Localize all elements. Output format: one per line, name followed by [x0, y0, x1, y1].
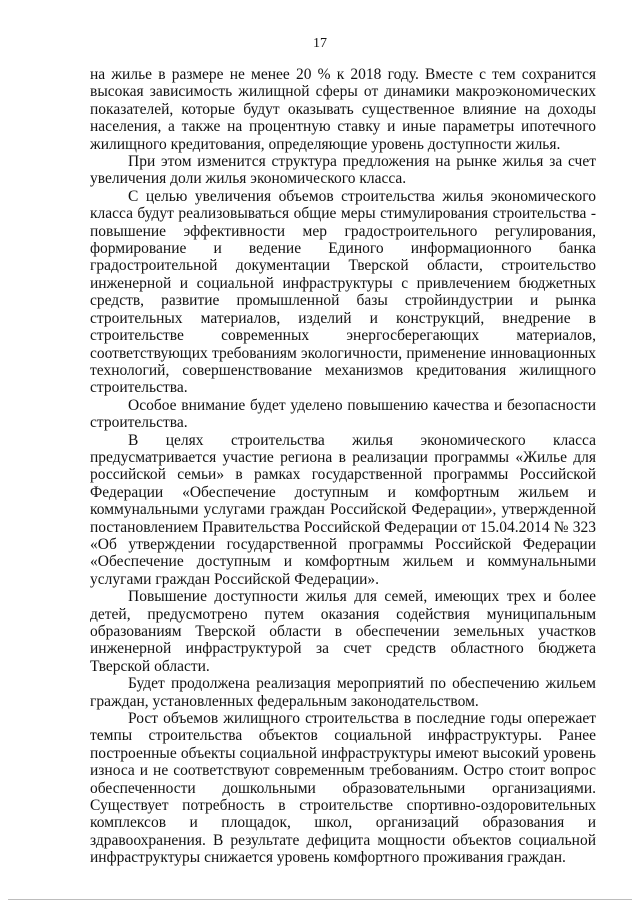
paragraph-7: Будет продолжена реализация мероприятий по обеспечению жильем граждан, установленных федеральным законодательством. — [90, 675, 596, 710]
document-body — [90, 66, 596, 867]
paragraph-6: Повышение доступности жилья для семей, имеющих трех и более детей, предусмотрено путем оказания содействия муниципальным образованиям Тверской области в обеспечении земельных участков инженерной инфраструктурой за счет средств областного бюджета Тверской области. — [90, 588, 596, 675]
paragraph-3: С целью увеличения объемов строительства жилья экономического класса будут реализовываться общие меры стимулирования строительства - повышение эффективности мер градостроительного регулирования, формирование и ведение Единого информационного банка градостроительной документации Тверской области, строительство инженерной и социальной инфраструктуры с привлечением бюджетных средств, развитие промышленной базы стройиндустрии и рынка строительных материалов, изделий и конструкций, внедрение в строительстве современных энергосберегающих материалов, соответствующих требованиям экологичности, применение инновационных технологий, совершенствование механизмов кредитования жилищного строительства. — [90, 187, 596, 397]
scan-edge-line — [8, 899, 632, 900]
paragraph-5: В целях строительства жилья экономического класса предусматривается участие региона в реализации программы «Жилье для российской семьи» в рамках государственной программы Российской Федерации «Обеспечение доступным и комфортным жильем и коммунальными услугами граждан Российской Федерации», утвержденной постановлением Правительства Российской Федерации от 15.04.2014 № 323 «Об утверждении государственной программы Российской Федерации «Обеспечение доступным и комфортным жильем и коммунальными услугами граждан Российской Федерации». — [90, 431, 596, 588]
paragraph-2: При этом изменится структура предложения на рынке жилья за счет увеличения доли жилья экономического класса. — [90, 153, 596, 188]
paragraph-8: Рост объемов жилищного строительства в последние годы опережает темпы строительства объектов социальной инфраструктуры. Ранее построенные объекты социальной инфраструктуры имеют высокий уровень износа и не соответствуют современным требованиям. Остро стоит вопрос обеспеченности дошкольными образовательными организациями. Существует потребность в строительстве спортивно-оздоровительных комплексов и площадок, школ, организаций образования и здравоохранения. В результате дефицита мощности объектов социальной инфраструктуры снижается уровень комфортного проживания граждан. — [90, 710, 596, 867]
page-number: 17 — [313, 36, 327, 51]
paragraph-4: Особое внимание будет уделено повышению качества и безопасности строительства. — [90, 396, 596, 432]
paragraph-1: на жилье в размере не менее 20 % к 2018 году. Вместе с тем сохранится высокая зависимость жилищной сферы от динамики макроэкономических показателей, которые будут оказывать существенное влияние на доходы населения, а также на процентную ставку и иные параметры ипотечного жилищного кредитования, определяющие уровень доступности жилья. — [90, 66, 596, 153]
